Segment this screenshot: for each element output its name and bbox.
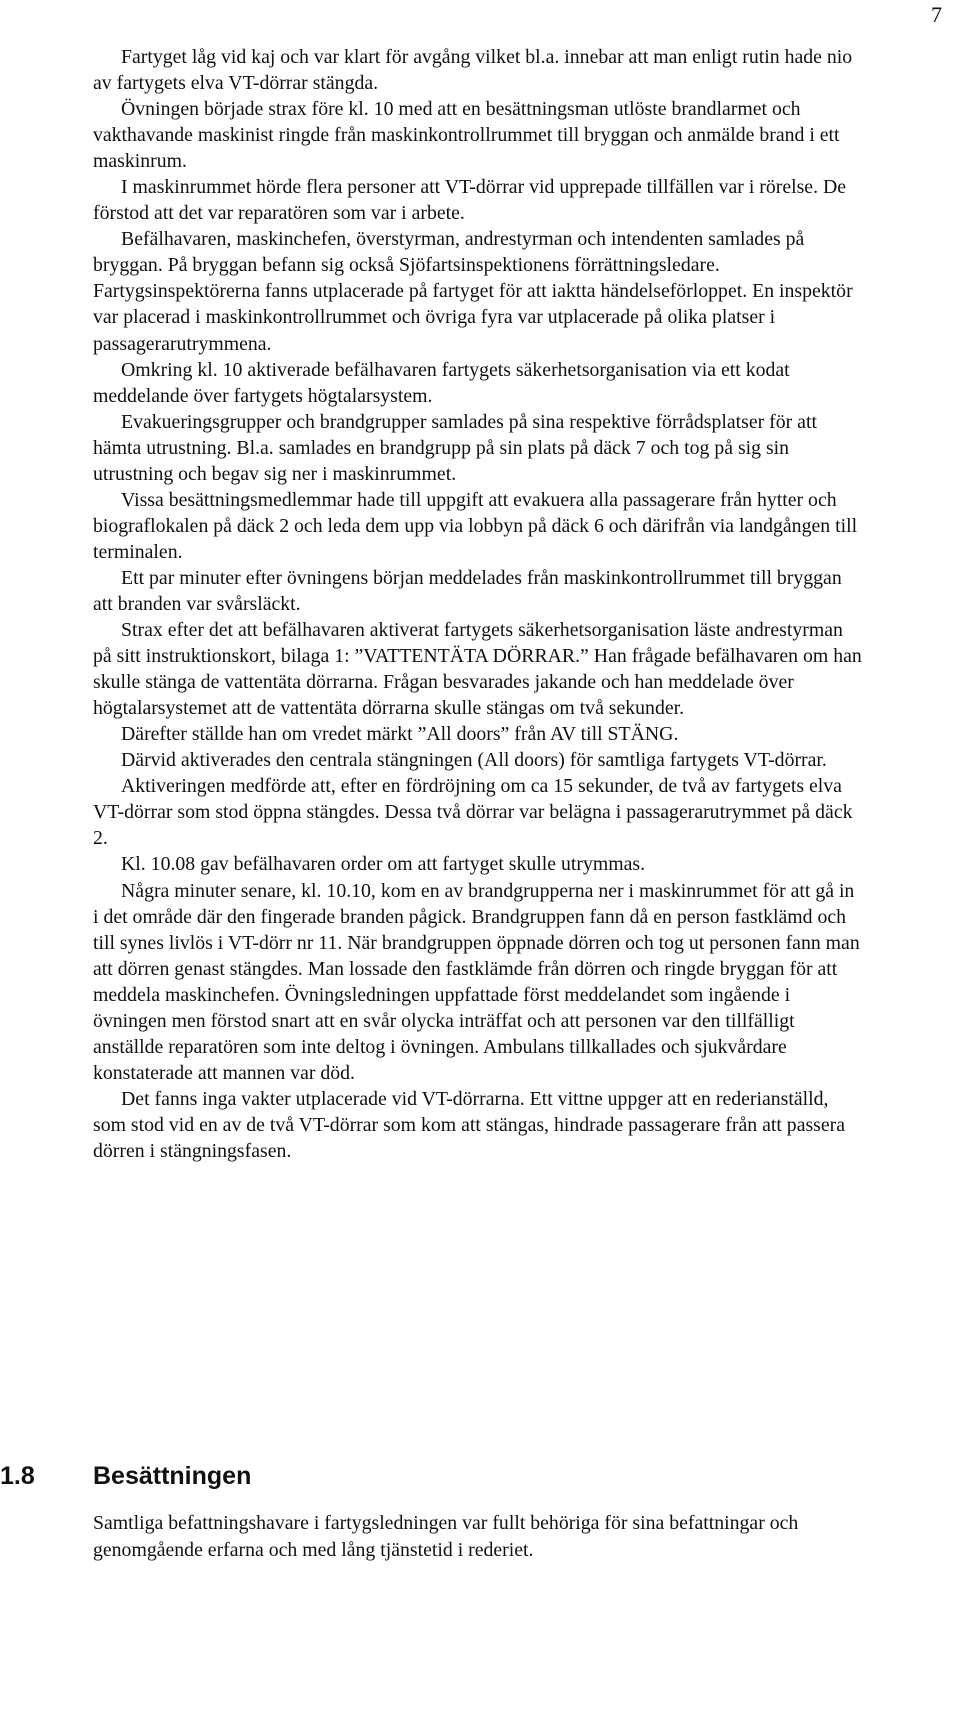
paragraph: Aktiveringen medförde att, efter en fördröjning om ca 15 sekunder, de två av fartygets elva VT-dörrar som stod öppna stängdes. Dessa två dörrar var belägna i passagerarutrymmet på däck 2.	[93, 775, 853, 850]
section-number: 1.8	[0, 1462, 35, 1490]
section-title: Besättningen	[93, 1462, 252, 1490]
section-body	[93, 1510, 863, 1563]
paragraph: Vissa besättningsmedlemmar hade till uppgift att evakuera alla passagerare från hytter och biograflokalen på däck 2 och leda dem upp via lobbyn på däck 6 och därifrån via landgången till terminalen.	[93, 488, 858, 563]
paragraph: Evakueringsgrupper och brandgrupper samlades på sina respektive förrådsplatser för att hämta utrustning. Bl.a. samlades en brandgrupp på sin plats på däck 7 och tog på sig sin utrustning och begav sig ner i maskinrummet.	[93, 410, 817, 485]
paragraph: Därvid aktiverades den centrala stängningen (All doors) för samtliga fartygets VT-dörrar.	[121, 749, 827, 772]
paragraph: Några minuter senare, kl. 10.10, kom en av brandgrupperna ner i maskinrummet för att gå in i det område där den fingerade branden pågick. Brandgruppen fann då en person fastklämd och till synes livlös i VT-dörr nr 11. När brandgruppen öppnade dörren och tog ut personen fann man att dörren genast stängdes. Man lossade den fastklämde från dörren och ringde bryggan för att meddela maskinchefen. Övningsledningen uppfattade först meddelandet som ingående i övningen men förstod snart att en svår olycka inträffat och att personen var den tillfälligt anställde reparatören som inte deltog i övningen. Ambulans tillkallades och sjukvårdare konstaterade att mannen var död.	[93, 879, 860, 1084]
paragraph: Ett par minuter efter övningens början meddelades från maskinkontrollrummet till bryggan att branden var svårsläckt.	[93, 566, 842, 615]
paragraph: Övningen började strax före kl. 10 med att en besättningsman utlöste brandlarmet och vakthavande maskinist ringde från maskinkontrollrummet till bryggan och anmälde brand i ett maskinrum.	[93, 98, 840, 173]
paragraph: Kl. 10.08 gav befälhavaren order om att fartyget skulle utrymmas.	[121, 853, 646, 876]
paragraph: Därefter ställde han om vredet märkt ”All doors” från AV till STÄNG.	[121, 723, 679, 746]
paragraph: Fartyget låg vid kaj och var klart för avgång vilket bl.a. innebar att man enligt rutin hade nio av fartygets elva VT-dörrar stängda.	[93, 46, 853, 95]
paragraph: Det fanns inga vakter utplacerade vid VT-dörrarna. Ett vittne uppger att en rederianställd, som stod vid en av de två VT-dörrar som kom att stängas, hindrade passagerare från att passera dörren i stängningsfasen.	[93, 1087, 846, 1162]
paragraph: Strax efter det att befälhavaren aktiverat fartygets säkerhetsorganisation läste andrestyrman på sitt instruktionskort, bilaga 1: ”VATTENTÄTA DÖRRAR.” Han frågade befälhavaren om han skulle stänga de vattentäta dörrarna. Frågan besvarades jakande och han meddelade över högtalarsystemet att de vattentäta dörrarna skulle stängas om två sekunder.	[93, 619, 862, 720]
paragraph: I maskinrummet hörde flera personer att VT-dörrar vid upprepade tillfällen var i rörelse. De förstod att det var reparatören som var i arbete.	[93, 176, 847, 225]
body-text	[93, 44, 863, 1164]
paragraph: Befälhavaren, maskinchefen, överstyrman, andrestyrman och intendenten samlades på bryggan. På bryggan befann sig också Sjöfartsinspektionens förrättningsledare. Fartygsinspektörerna fanns utplacerade på fartyget för att iaktta händelseförloppet. En inspektör var placerad i maskinkontrollrummet och övriga fyra var utplacerade på olika platser i passagerarutrymmena.	[93, 228, 853, 355]
paragraph: Omkring kl. 10 aktiverade befälhavaren fartygets säkerhetsorganisation via ett kodat meddelande över fartygets högtalarsystem.	[93, 358, 790, 407]
page-number: 7	[931, 2, 942, 27]
section-paragraph: Samtliga befattningshavare i fartygsledningen var fullt behöriga för sina befattningar och genomgående erfarna och med lång tjänstetid i rederiet.	[93, 1512, 799, 1561]
